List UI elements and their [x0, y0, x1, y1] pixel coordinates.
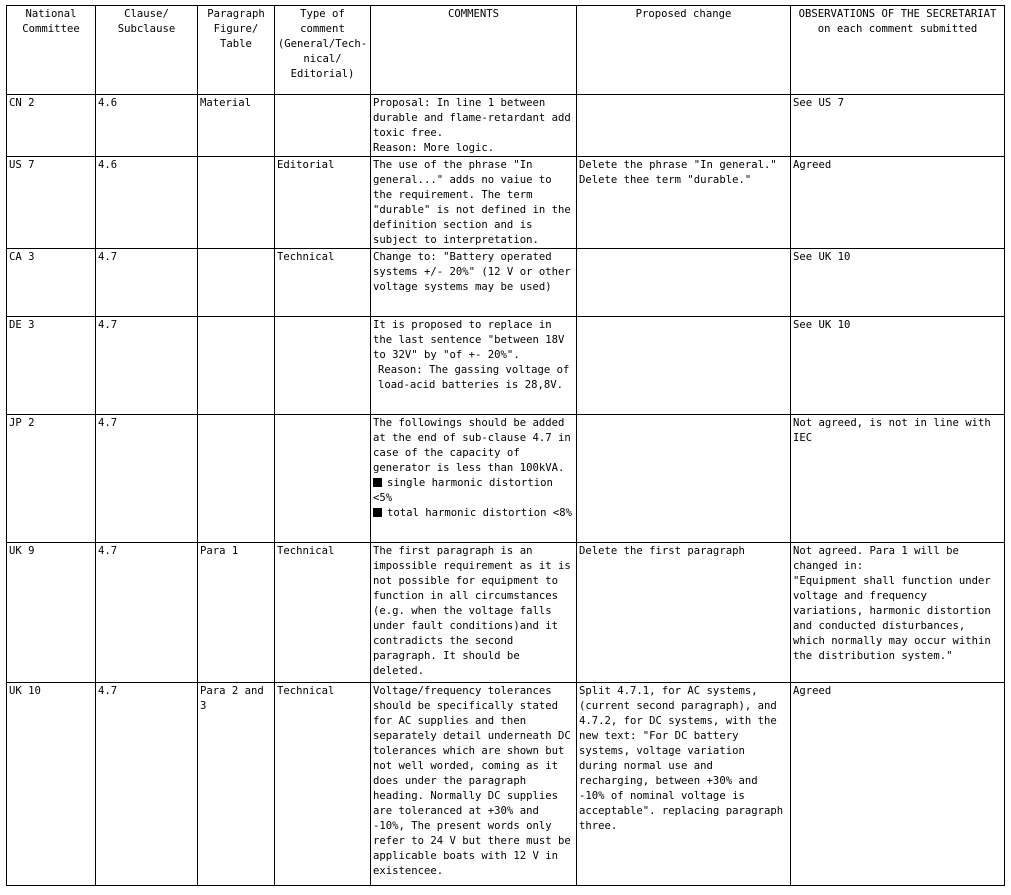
cell-type: Editorial [275, 157, 371, 249]
cell-proposed [577, 249, 791, 317]
cell-observation: See UK 10 [791, 249, 1005, 317]
cell-proposed [577, 415, 791, 543]
header-type: Type of comment (General/Tech- nical/ Editorial) [275, 6, 371, 95]
cell-proposed [577, 317, 791, 415]
cell-type [275, 415, 371, 543]
cell-paragraph [198, 415, 275, 543]
comment-reason: Reason: The gassing voltage of load-acid batteries is 28,8V. [378, 364, 570, 391]
cell-comments: Voltage/frequency tolerances should be specifically stated for AC supplies and then separately detail underneath DC tolerances which are shown but not well worded, coming as it does under the paragraph heading. Normally DC supplies are toleranced at +30% and -10%, The present words only refer to 24 V but there must be applicable boats with 12 V in existencee. [371, 683, 577, 886]
cell-proposed: Delete the phrase "In general." Delete thee term "durable." [577, 157, 791, 249]
cell-paragraph [198, 157, 275, 249]
header-comments: COMMENTS [371, 6, 577, 95]
cell-clause: 4.7 [96, 543, 198, 683]
cell-nc: CA 3 [7, 249, 96, 317]
cell-type [275, 317, 371, 415]
cell-nc: DE 3 [7, 317, 96, 415]
cell-paragraph: Material [198, 95, 275, 157]
cell-nc: JP 2 [7, 415, 96, 543]
cell-comments [371, 95, 577, 157]
cell-clause: 4.6 [96, 157, 198, 249]
table-row [7, 249, 1005, 317]
bullet-item [373, 506, 574, 521]
table-row [7, 95, 1005, 157]
header-row [7, 6, 1005, 95]
comment-text: It is proposed to replace in the last sentence "between 18V to 32V" by "of +- 20%". [373, 319, 565, 361]
header-clause: Clause/ Subclause [96, 6, 198, 95]
cell-type [275, 95, 371, 157]
header-observations: OBSERVATIONS OF THE SECRETARIAT on each comment submitted [791, 6, 1005, 95]
comment-reason: Reason: More logic. [373, 142, 495, 154]
table-row [7, 157, 1005, 249]
observation-quote: "Equipment shall function under voltage and frequency variations, harmonic distortion and conducted disturbances, which normally may occur within the distribution system." [793, 575, 991, 662]
bullet-item [373, 476, 574, 506]
cell-comments [371, 317, 577, 415]
cell-nc: UK 10 [7, 683, 96, 886]
cell-clause: 4.7 [96, 683, 198, 886]
cell-proposed: Delete the first paragraph [577, 543, 791, 683]
cell-paragraph: Para 1 [198, 543, 275, 683]
cell-nc: US 7 [7, 157, 96, 249]
cell-observation: Agreed [791, 157, 1005, 249]
comments-table [6, 5, 1005, 886]
bullet-text: single harmonic distortion <5% [373, 477, 553, 504]
cell-clause: 4.6 [96, 95, 198, 157]
table-row [7, 317, 1005, 415]
cell-nc: CN 2 [7, 95, 96, 157]
cell-proposed: Split 4.7.1, for AC systems, (current second paragraph), and 4.7.2, for DC systems, with the new text: "For DC battery systems, voltage variation during normal use and recharging, between +30% and -10% of nominal voltage is acceptable". replacing paragraph three. [577, 683, 791, 886]
cell-type: Technical [275, 249, 371, 317]
table-row [7, 543, 1005, 683]
cell-proposed [577, 95, 791, 157]
cell-nc: UK 9 [7, 543, 96, 683]
cell-observation [791, 543, 1005, 683]
comments-sheet [6, 5, 1005, 886]
cell-comments: The first paragraph is an impossible requirement as it is not possible for equipment to function in all circumstances (e.g. when the voltage falls under fault conditions)and it contradicts the second paragraph. It should be deleted. [371, 543, 577, 683]
table-row [7, 683, 1005, 886]
cell-observation: Not agreed, is not in line with IEC [791, 415, 1005, 543]
cell-paragraph [198, 249, 275, 317]
square-bullet-icon [373, 508, 382, 517]
cell-observation: See UK 10 [791, 317, 1005, 415]
cell-observation: Agreed [791, 683, 1005, 886]
header-paragraph: Paragraph Figure/ Table [198, 6, 275, 95]
cell-comments: Change to: "Battery operated systems +/- 20%" (12 V or other voltage systems may be used) [371, 249, 577, 317]
cell-paragraph: Para 2 and 3 [198, 683, 275, 886]
cell-clause: 4.7 [96, 249, 198, 317]
cell-clause: 4.7 [96, 415, 198, 543]
square-bullet-icon [373, 478, 382, 487]
cell-comments [371, 415, 577, 543]
cell-clause: 4.7 [96, 317, 198, 415]
header-proposed-change: Proposed change [577, 6, 791, 95]
table-row [7, 415, 1005, 543]
cell-paragraph [198, 317, 275, 415]
cell-comments: The use of the phrase "In general..." adds no vaiue to the requirement. The term "durable" is not defined in the definition section and is subject to interpretation. [371, 157, 577, 249]
bullet-text: total harmonic distortion <8% [387, 507, 572, 519]
observation-text: Not agreed. Para 1 will be changed in: [793, 545, 959, 572]
comment-text: Proposal: In line 1 between durable and flame-retardant add toxic free. [373, 97, 571, 139]
comment-text: The followings should be added at the end of sub-clause 4.7 in case of the capacity of generator is less than 100kVA. [373, 417, 571, 474]
cell-observation: See US 7 [791, 95, 1005, 157]
header-national-committee: National Committee [7, 6, 96, 95]
cell-type: Technical [275, 543, 371, 683]
cell-type: Technical [275, 683, 371, 886]
